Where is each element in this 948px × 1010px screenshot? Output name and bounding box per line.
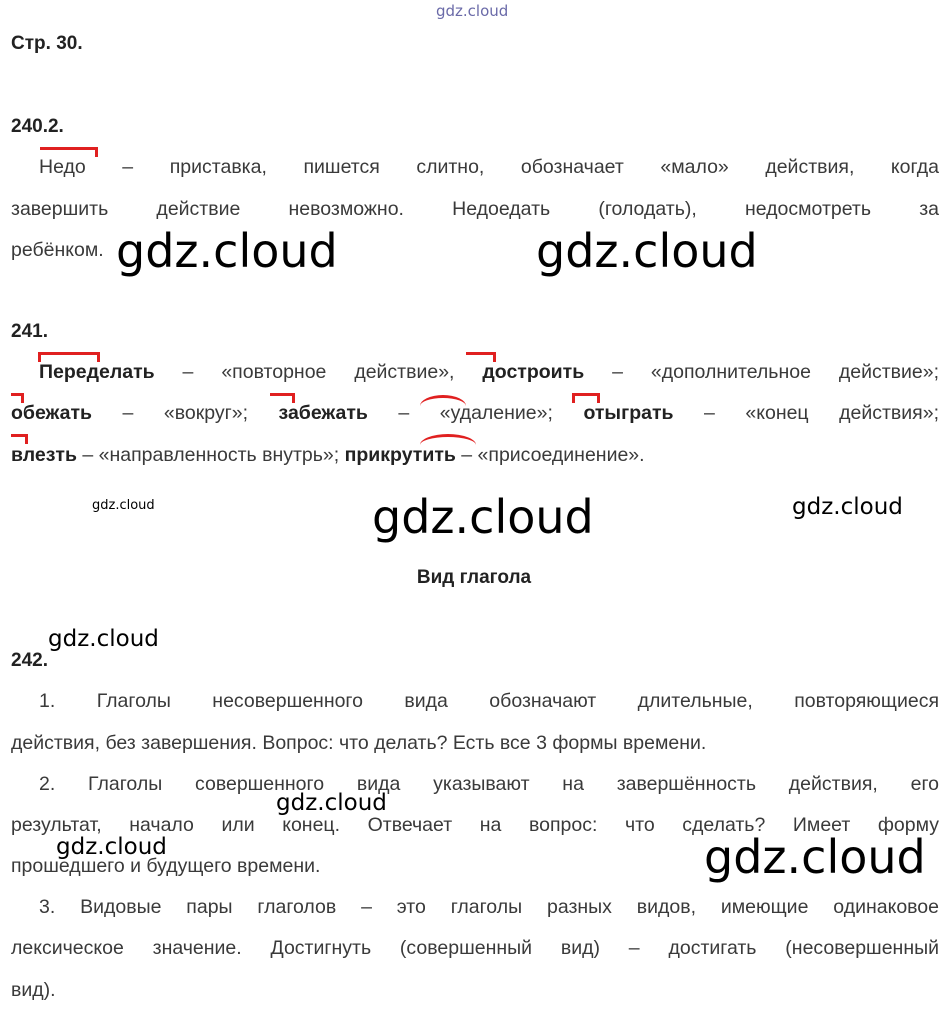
meaning-text: – «конец действия»; bbox=[673, 402, 939, 424]
exercise-240-line-2: завершить действие невозможно. Недоедать (голодать), недосмотреть за bbox=[11, 198, 939, 220]
meaning-text: – «повторное действие», bbox=[154, 361, 483, 383]
exercise-240-line-3: ребёнком. bbox=[11, 239, 104, 261]
watermark: gdz.cloud bbox=[56, 834, 167, 860]
watermark: gdz.cloud bbox=[48, 626, 159, 652]
watermark: gdz.cloud bbox=[372, 490, 594, 544]
word-peredelat: Переделать bbox=[39, 361, 155, 383]
watermark: gdz.cloud bbox=[92, 498, 155, 513]
exercise-241-number: 241. bbox=[11, 321, 48, 342]
exercise-242-p3-line-3: вид). bbox=[11, 979, 56, 1001]
exercise-242-p1-line-2: действия, без завершения. Вопрос: что делать? Есть все 3 формы времени. bbox=[11, 732, 707, 754]
exercise-242-p2-line-1: 2. Глаголы совершенного вида указывают на завершённость действия, его bbox=[39, 773, 939, 795]
word-zabezhat: забежать bbox=[278, 402, 368, 424]
exercise-241-line-2 bbox=[11, 402, 939, 425]
meaning-text: – «дополнительное действие»; bbox=[584, 361, 940, 383]
exercise-242-number: 242. bbox=[11, 650, 48, 671]
page-header: Стр. 30. bbox=[11, 33, 83, 54]
exercise-242-p2-line-3: прошедшего и будущего времени. bbox=[11, 855, 321, 877]
exercise-240-line-1: Недо – приставка, пишется слитно, обозначает «мало» действия, когда bbox=[39, 156, 939, 178]
prefix-mark-v bbox=[11, 434, 28, 444]
watermark: gdz.cloud bbox=[792, 494, 903, 520]
watermark: gdz.cloud bbox=[704, 830, 926, 884]
word-obezhat: обежать bbox=[11, 402, 92, 424]
section-title: Вид глагола bbox=[416, 567, 532, 588]
exercise-242-p2-line-2: результат, начало или конец. Отвечает на вопрос: что сделать? Имеет форму bbox=[11, 814, 939, 836]
exercise-242-p3-line-1: 3. Видовые пары глаголов – это глаголы разных видов, имеющие одинаковое bbox=[39, 896, 939, 918]
word-prikrutit: прикрутить bbox=[344, 444, 456, 466]
meaning-text: – «направленность внутрь»; bbox=[76, 444, 345, 466]
exercise-242-p1-line-1: 1. Глаголы несовершенного вида обозначают длительные, повторяющиеся bbox=[39, 690, 939, 712]
watermark: gdz.cloud bbox=[116, 224, 338, 278]
watermark: gdz.cloud bbox=[276, 790, 387, 816]
meaning-text: – «удаление»; bbox=[367, 402, 584, 424]
exercise-242-p3-line-2: лексическое значение. Достигнуть (совершенный вид) – достигать (несовершенный bbox=[11, 937, 939, 959]
exercise-240-number: 240.2. bbox=[11, 116, 64, 137]
watermark-top: gdz.cloud bbox=[436, 2, 509, 20]
meaning-text: – «присоединение». bbox=[455, 444, 645, 466]
meaning-text: – «вокруг»; bbox=[92, 402, 279, 424]
word-otygrat: отыграть bbox=[583, 402, 674, 424]
exercise-241-line-1 bbox=[11, 361, 939, 384]
word-vlezt: влезть bbox=[11, 444, 77, 466]
word-dostroit: достроить bbox=[482, 361, 585, 383]
exercise-241-line-3 bbox=[11, 444, 939, 467]
watermark: gdz.cloud bbox=[536, 224, 758, 278]
